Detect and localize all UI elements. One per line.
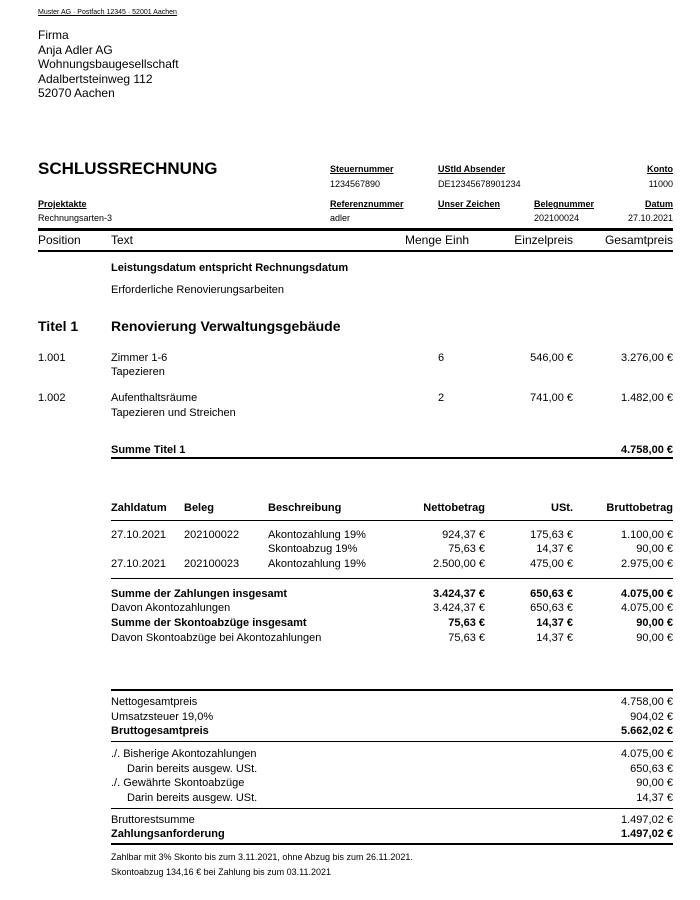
beleg-value: 202100024 — [534, 213, 580, 223]
col-menge: Menge Einh — [405, 233, 470, 247]
sender-line: Muster AG · Postfach 12345 · 52001 Aachen — [38, 9, 177, 16]
item-quantity: 6 — [438, 352, 445, 364]
pay-beleg: 202100022 — [184, 529, 240, 541]
pay-ust: 175,63 € — [530, 529, 573, 541]
sum-label: Davon Skontoabzüge bei Akontozahlungen — [111, 632, 322, 644]
sum-netto: 3.424,37 € — [433, 588, 485, 600]
title-sum-label: Summe Titel 1 — [111, 444, 186, 456]
konto-value: 11000 — [648, 179, 673, 189]
zeichen-label: Unser Zeichen — [438, 199, 501, 209]
intro-line: Erforderliche Renovierungsarbeiten — [111, 284, 285, 296]
recipient-line: Wohnungsbaugesellschaft — [38, 57, 179, 71]
page-title: SCHLUSSRECHNUNG — [38, 159, 218, 178]
pay-description: Akontozahlung 19% — [268, 529, 366, 541]
header-rule — [38, 228, 673, 231]
item-name: Zimmer 1-6 — [111, 352, 168, 364]
datum-label: Datum — [644, 199, 673, 209]
title-sum-value: 4.758,00 € — [621, 444, 673, 456]
pay-date: 27.10.2021 — [111, 558, 167, 570]
pay-col-netto: Nettobetrag — [423, 502, 485, 514]
col-gesamtpreis: Gesamtpreis — [604, 233, 673, 247]
recipient-line: 52070 Aachen — [38, 86, 115, 100]
skonto-note: Skontoabzug 134,16 € bei Zahlung bis zum 03.11.2021 — [111, 867, 331, 877]
sum-brutto: 4.075,00 € — [621, 588, 673, 600]
datum-value: 27.10.2021 — [627, 213, 673, 223]
sum-netto: 75,63 € — [448, 617, 485, 629]
item-description: Tapezieren — [111, 366, 165, 378]
brutto-total-label: Bruttogesamtpreis — [111, 725, 209, 737]
sum-ust: 650,63 € — [530, 602, 573, 614]
intro-line: Leistungsdatum entspricht Rechnungsdatum — [111, 262, 349, 274]
ust-total-label: Umsatzsteuer 19,0% — [111, 711, 214, 723]
akonto-ust-label: Darin bereits ausgew. USt. — [127, 763, 258, 775]
totals-rule — [111, 741, 673, 742]
sum-ust: 14,37 € — [536, 632, 573, 644]
item-unit-price: 741,00 € — [530, 392, 573, 404]
col-einzelpreis: Einzelpreis — [514, 233, 573, 247]
header-rule-bottom — [38, 250, 673, 252]
referenz-value: adler — [330, 213, 351, 223]
ustid-label: UStId Absender — [438, 164, 506, 174]
pay-netto: 75,63 € — [448, 543, 485, 555]
konto-label: Konto — [647, 164, 673, 174]
sum-netto: 75,63 € — [448, 632, 485, 644]
col-text: Text — [111, 233, 134, 247]
pay-ust: 14,37 € — [536, 543, 573, 555]
item-total-price: 3.276,00 € — [621, 352, 673, 364]
ustid-value: DE12345678901234 — [438, 179, 521, 189]
zahlungsanforderung-label: Zahlungsanforderung — [111, 828, 225, 840]
totals-bottom-rule — [111, 843, 673, 845]
title-sum-rule — [111, 457, 673, 459]
rest-label: Bruttorestsumme — [111, 814, 195, 826]
brutto-total-value: 5.662,02 € — [621, 725, 673, 737]
pay-col-ust: USt. — [551, 502, 573, 514]
skonto-value: 90,00 € — [636, 777, 673, 789]
pay-col-description: Beschreibung — [268, 502, 342, 514]
sum-label: Summe der Zahlungen insgesamt — [111, 588, 288, 600]
sum-brutto: 90,00 € — [636, 617, 673, 629]
pay-beleg: 202100023 — [184, 558, 240, 570]
sum-brutto: 90,00 € — [636, 632, 673, 644]
payment-terms: Zahlbar mit 3% Skonto bis zum 3.11.2021, ohne Abzug bis zum 26.11.2021. — [111, 852, 413, 862]
totals-top-rule — [111, 689, 673, 691]
recipient-line: Adalbertsteinweg 112 — [38, 72, 153, 86]
item-total-price: 1.482,00 € — [621, 392, 673, 404]
recipient-line: Firma — [38, 28, 69, 42]
item-description: Tapezieren und Streichen — [111, 407, 236, 419]
payments-header-rule — [111, 520, 673, 521]
akonto-label: ./. Bisherige Akontozahlungen — [111, 748, 257, 760]
pay-netto: 2.500,00 € — [433, 558, 485, 570]
projektakte-label: Projektakte — [38, 199, 87, 209]
pay-col-brutto: Bruttobetrag — [606, 502, 673, 514]
referenz-label: Referenznummer — [330, 199, 404, 209]
sum-ust: 650,63 € — [530, 588, 573, 600]
steuernummer-value: 1234567890 — [330, 179, 381, 189]
pay-description: Akontozahlung 19% — [268, 558, 366, 570]
akonto-ust-value: 650,63 € — [630, 763, 673, 775]
steuernummer-label: Steuernummer — [330, 164, 394, 174]
projektakte-value: Rechnungsarten-3 — [38, 213, 113, 223]
beleg-label: Belegnummer — [534, 199, 595, 209]
totals-rule — [111, 808, 673, 809]
pay-date: 27.10.2021 — [111, 529, 167, 541]
sum-label: Summe der Skontoabzüge insgesamt — [111, 617, 307, 629]
pay-ust: 475,00 € — [530, 558, 573, 570]
pay-col-beleg: Beleg — [184, 502, 214, 514]
title-name: Renovierung Verwaltungsgebäude — [111, 318, 341, 334]
pay-brutto: 1.100,00 € — [621, 529, 673, 541]
ust-total-value: 904,02 € — [630, 711, 673, 723]
recipient-line: Anja Adler AG — [38, 43, 113, 57]
skonto-ust-label: Darin bereits ausgew. USt. — [127, 792, 258, 804]
pay-netto: 924,37 € — [442, 529, 485, 541]
netto-total-label: Nettogesamtpreis — [111, 696, 198, 708]
title-number: Titel 1 — [38, 318, 79, 334]
pay-description: Skontoabzug 19% — [268, 543, 358, 555]
skonto-ust-value: 14,37 € — [636, 792, 673, 804]
item-quantity: 2 — [438, 392, 445, 404]
item-position: 1.002 — [38, 392, 66, 404]
sum-ust: 14,37 € — [536, 617, 573, 629]
item-unit-price: 546,00 € — [530, 352, 573, 364]
pay-brutto: 2.975,00 € — [621, 558, 673, 570]
sum-brutto: 4.075,00 € — [621, 602, 673, 614]
skonto-label: ./. Gewährte Skontoabzüge — [111, 777, 245, 789]
akonto-value: 4.075,00 € — [621, 748, 673, 760]
sum-netto: 3.424,37 € — [433, 602, 485, 614]
item-position: 1.001 — [38, 352, 66, 364]
pay-brutto: 90,00 € — [636, 543, 673, 555]
item-name: Aufenthaltsräume — [111, 392, 198, 404]
payments-rule — [111, 578, 673, 579]
rest-value: 1.497,02 € — [621, 814, 673, 826]
zahlungsanforderung-value: 1.497,02 € — [621, 828, 673, 840]
pay-col-date: Zahldatum — [111, 502, 167, 514]
col-position: Position — [38, 233, 81, 247]
netto-total-value: 4.758,00 € — [621, 696, 673, 708]
sum-label: Davon Akontozahlungen — [111, 602, 231, 614]
